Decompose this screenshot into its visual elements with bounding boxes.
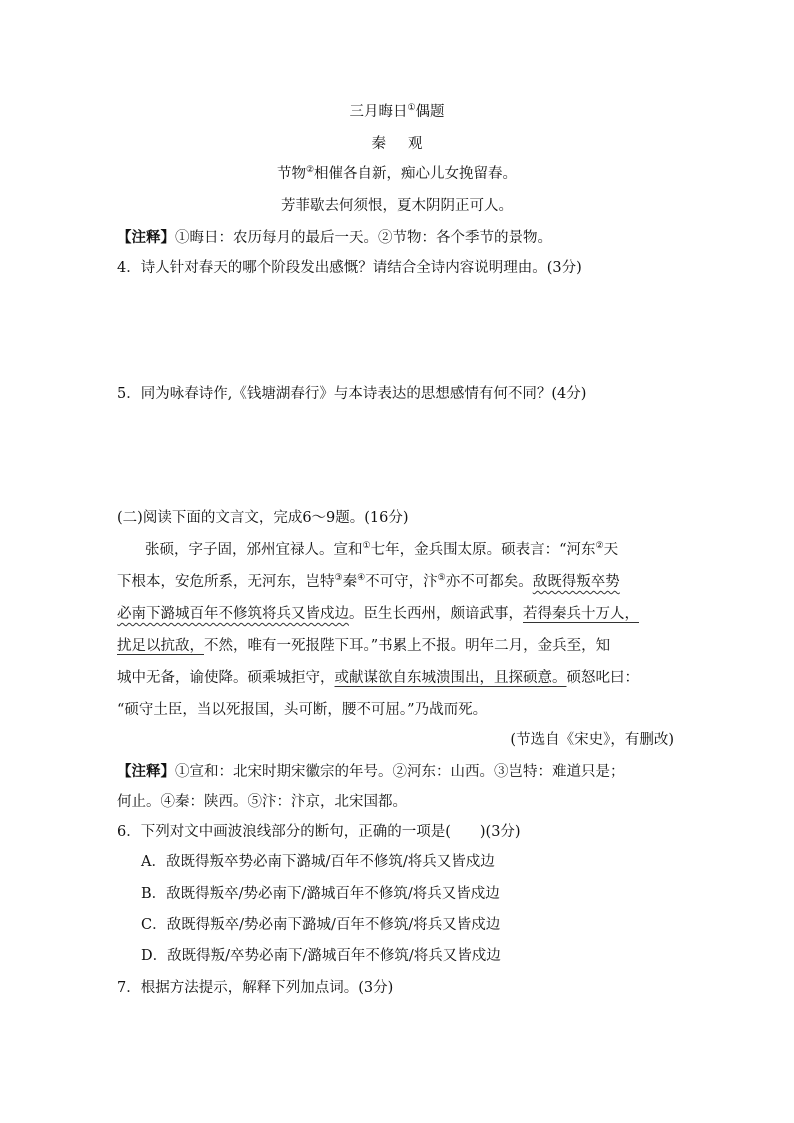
poem-author: 秦观: [371, 136, 445, 152]
passage-line-1: 张硕，字子固，邠州宜禄人。宣和①七年，金兵围太原。硕表言：“河东②天: [145, 541, 619, 558]
wavy-underline-text: 敌既得叛卒势: [532, 574, 620, 590]
question-4: 4．诗人针对春天的哪个阶段发出感慨？请结合全诗内容说明理由。(3分): [117, 260, 582, 276]
underlined-text: 若得秦兵十万人，: [523, 606, 639, 622]
option-c: C．敌既得叛卒/势必南下潞城/百年不修筑/将兵又皆戍边: [141, 917, 501, 933]
passage-source: (节选自《宋史》，有删改): [510, 732, 674, 748]
passage-line-6: “硕守土臣，当以死报国，头可断，腰不可屈。”乃战而死。: [117, 702, 488, 718]
section-2-heading: (二)阅读下面的文言文，完成6～9题。(16分): [117, 510, 409, 526]
passage-line-5: 城中无备，谕使降。硕乘城拒守，或献谋欲自东城溃围出，且探硕意。硕怒叱曰：: [117, 670, 639, 686]
question-7: 7．根据方法提示，解释下列加点词。(3分): [117, 980, 394, 996]
option-d: D．敌既得叛/卒势必南下/潞城百年不修筑/将兵又皆戍边: [141, 948, 501, 964]
question-5: 5．同为咏春诗作,《钱塘湖春行》与本诗表达的思想感情有何不同？(4分): [117, 386, 587, 402]
wavy-underline-text: 必南下潞城百年不修筑将兵又皆戍边: [117, 606, 349, 622]
underlined-text: 扰足以抗敌，: [117, 638, 204, 654]
poem-line-2: 芳菲歇去何须恨，夏木阴阴正可人。: [281, 198, 513, 214]
passage-notes-line-1: 【注释】①宣和：北宋时期宋徽宗的年号。②河东：山西。③岂特：难道只是；: [117, 763, 625, 780]
passage-line-3: 必南下潞城百年不修筑将兵又皆戍边。臣生长西州，颇谙武事，若得秦兵十万人，: [117, 606, 639, 622]
poem-title: 三月晦日①偶题: [349, 103, 445, 120]
option-a: A．敌既得叛卒势必南下潞城/百年不修筑/将兵又皆戍边: [141, 854, 495, 870]
poem-line-1: 节物②相催各自新，痴心儿女挽留春。: [276, 165, 518, 182]
option-b: B．敌既得叛卒/势必南下/潞城百年不修筑/将兵又皆戍边: [141, 886, 500, 902]
question-6: 6．下列对文中画波浪线部分的断句，正确的一项是( )(3分): [117, 824, 521, 840]
underlined-text: 或献谋欲自东城溃围出，且探硕意。: [334, 670, 567, 686]
poem-notes: 【注释】①晦日：农历每月的最后一天。②节物：各个季节的景物。: [117, 229, 552, 246]
passage-line-4: 扰足以抗敌，不然，唯有一死报陛下耳。”书累上不报。明年二月，金兵至，知: [117, 638, 611, 654]
passage-line-2: 下根本，安危所系，无河东，岂特③秦④不可守，汴⑤亦不可都矣。敌既得叛卒势: [117, 573, 620, 590]
passage-notes-line-2: 何止。④秦：陕西。⑤汴：汴京，北宋国都。: [117, 794, 407, 810]
